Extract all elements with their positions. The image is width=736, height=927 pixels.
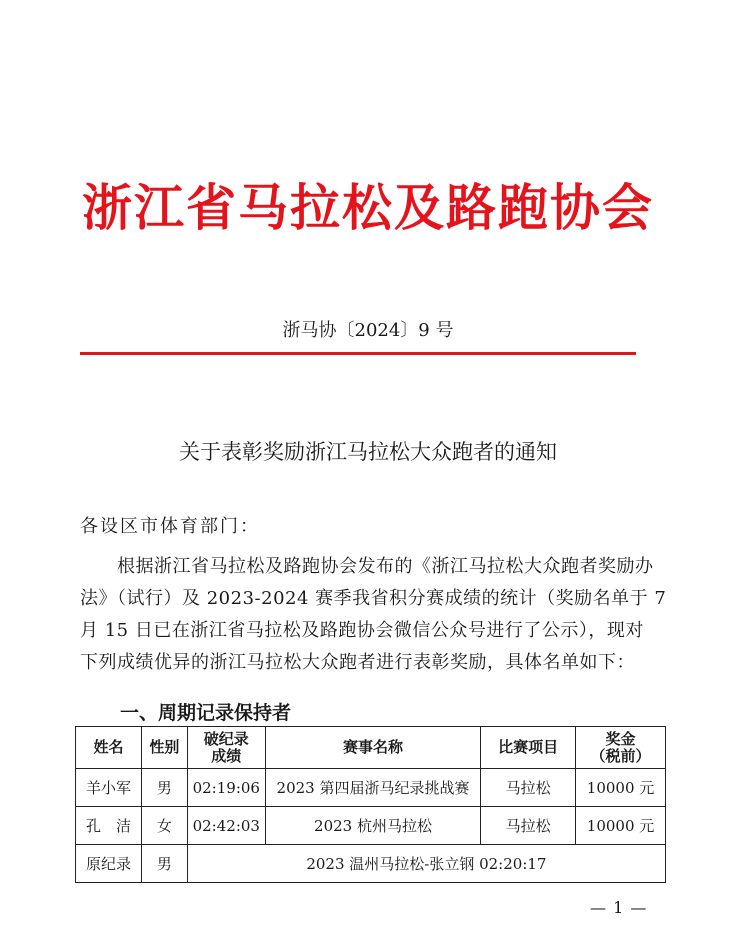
cell-time: 02:19:06: [187, 769, 265, 807]
paragraph-line: 法》（试行）及 2023-2024 赛季我省积分赛成绩的统计（奖励名单于 7: [80, 588, 667, 609]
header-record-line1: 破纪录: [203, 729, 249, 748]
salutation: 各设区市体育部门：: [80, 516, 260, 537]
header-record-line2: 成绩: [211, 746, 242, 765]
table-row: [76, 769, 666, 807]
cell-time: 02:42:03: [187, 807, 265, 845]
section-heading: 一、周期记录保持者: [120, 702, 292, 724]
cell-gender: 女: [141, 807, 187, 845]
header-bonus: [576, 727, 666, 769]
cell-category: 马拉松: [481, 769, 576, 807]
header-record-time: [187, 727, 265, 769]
header-category: 比赛项目: [481, 727, 576, 769]
cell-gender: 男: [141, 769, 187, 807]
red-divider-line: [80, 352, 636, 355]
page-number: — 1 —: [590, 898, 648, 917]
record-holders-table: [75, 726, 666, 883]
paragraph-line: 根据浙江省马拉松及路跑协会发布的《浙江马拉松大众跑者奖励办: [80, 556, 654, 577]
cell-category: 马拉松: [481, 807, 576, 845]
cell-bonus: 10000 元: [576, 769, 666, 807]
cell-event: 2023 杭州马拉松: [265, 807, 481, 845]
cell-original-label: 原纪录: [76, 845, 142, 883]
cell-name: 羊小军: [76, 769, 142, 807]
header-name: 姓名: [76, 727, 142, 769]
paragraph-line: 下列成绩优异的浙江马拉松大众跑者进行表彰奖励，具体名单如下：: [80, 652, 635, 673]
header-event: 赛事名称: [265, 727, 481, 769]
cell-gender: 男: [141, 845, 187, 883]
body-paragraph: [80, 551, 667, 679]
header-bonus-line1: 奖金: [605, 729, 636, 748]
cell-event: 2023 第四届浙马纪录挑战赛: [265, 769, 481, 807]
organization-title: 浙江省马拉松及路跑协会: [82, 179, 654, 237]
table-row: [76, 807, 666, 845]
original-record-row: [76, 845, 666, 883]
header-gender: 性别: [141, 727, 187, 769]
document-number: 浙马协〔2024〕9 号: [282, 320, 454, 341]
table-header-row: [76, 727, 666, 769]
paragraph-line: 月 15 日已在浙江省马拉松及路跑协会微信公众号进行了公示），现对: [80, 620, 644, 641]
notice-title: 关于表彰奖励浙江马拉松大众跑者的通知: [179, 440, 557, 464]
cell-original-detail: 2023 温州马拉松-张立钢 02:20:17: [187, 845, 665, 883]
cell-bonus: 10000 元: [576, 807, 666, 845]
header-bonus-line2: （税前）: [590, 746, 651, 765]
cell-name: 孔 洁: [76, 807, 142, 845]
